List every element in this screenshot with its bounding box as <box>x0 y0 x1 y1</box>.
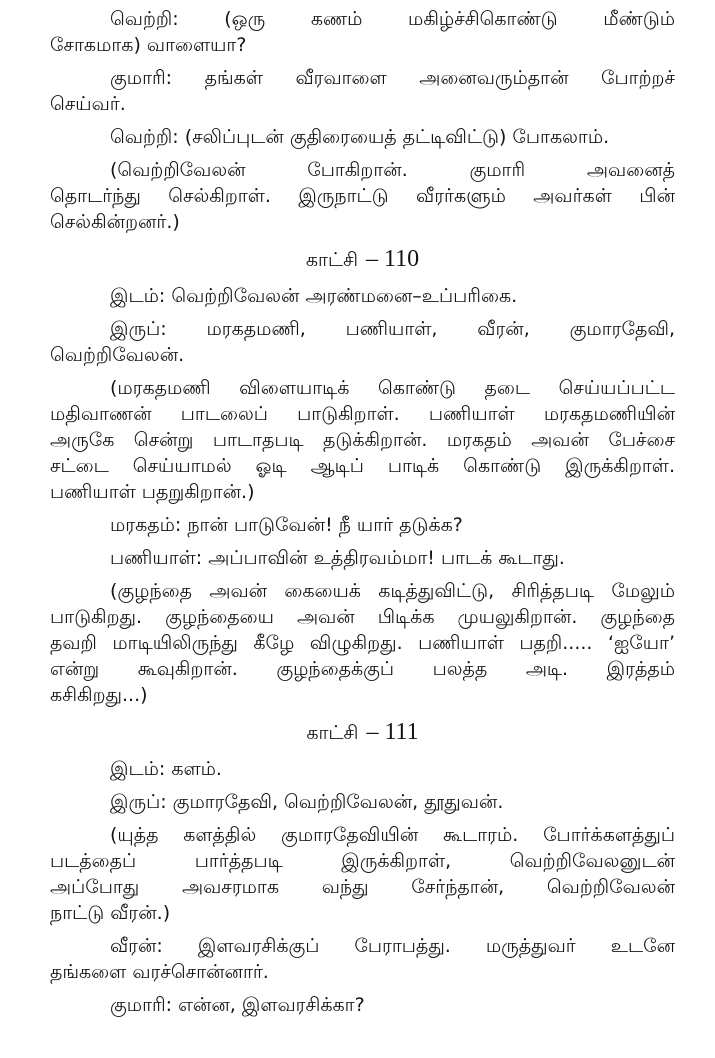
scene-heading-number: – 111 <box>366 719 419 745</box>
dialogue-marakatham <box>50 512 675 538</box>
text-line: அப்போது அவசரமாக வந்து சேர்ந்தான், வெற்றிவேலன் <box>50 876 675 898</box>
text-line: இடம்: வெற்றிவேலன் அரண்மனை–உப்பரிகை. <box>110 285 518 307</box>
text-line: தங்களை வரச்சொன்னார். <box>50 961 269 983</box>
dialogue-veeran <box>50 933 675 985</box>
text-line: குமாரி: தங்கள் வீரவாளை அனைவரும்தான் போற்றச் <box>110 67 675 89</box>
text-line: தவறி மாடியிலிருந்து கீழே விழுகிறது. பணியாள் பதறி..... ‘ஐயோ’ <box>50 632 675 654</box>
stage-direction <box>50 157 675 235</box>
scene-heading-word: காட்சி <box>306 722 359 744</box>
text-line: படத்தைப் பார்த்தபடி இருக்கிறாள், வெற்றிவேலனுடன் <box>50 850 675 872</box>
text-line: (மரகதமணி விளையாடிக் கொண்டு தடை செய்யப்பட்ட <box>110 377 675 399</box>
text-line: இருப்: மரகதமணி, பணியாள், வீரன், குமாரதேவி, <box>110 318 675 340</box>
text-line: சோகமாக) வாளையா? <box>50 34 247 56</box>
dialogue-paniyal <box>50 545 675 571</box>
text-line: வெற்றி: (ஒரு கணம் மகிழ்ச்சிகொண்டு மீண்டும் <box>110 8 675 30</box>
text-line: பாடுகிறது. குழந்தையை அவன் பிடிக்க முயலுகிறான். குழந்தை <box>50 606 675 628</box>
dialogue-vetri <box>50 124 675 150</box>
text-line: செல்கின்றனர்.) <box>50 211 180 233</box>
text-line: கசிகிறது...) <box>50 684 148 706</box>
scene-heading <box>50 242 675 276</box>
scene-heading <box>50 715 675 749</box>
scene-place <box>50 283 675 309</box>
text-line: (யுத்த களத்தில் குமாரதேவியின் கூடாரம். போர்க்களத்துப் <box>110 824 675 846</box>
text-line: இடம்: களம். <box>110 758 222 780</box>
document-page <box>50 6 675 1018</box>
dialogue-kumari <box>50 992 675 1018</box>
scene-cast <box>50 789 675 815</box>
dialogue-vetri <box>50 6 675 58</box>
scene-heading-word: காட்சி <box>305 249 358 271</box>
text-line: இருப்: குமாரதேவி, வெற்றிவேலன், தூதுவன். <box>110 791 504 813</box>
text-line: பணியாள்: அப்பாவின் உத்திரவம்மா! பாடக் கூடாது. <box>110 547 565 569</box>
dialogue-kumari <box>50 65 675 117</box>
text-line: செய்வர். <box>50 93 126 115</box>
text-line: அருகே சென்று பாடாதபடி தடுக்கிறான். மரகதம் அவன் பேச்சை <box>50 429 675 451</box>
text-line: என்று கூவுகிறான். குழந்தைக்குப் பலத்த அடி. இரத்தம் <box>50 658 675 680</box>
text-line: தொடர்ந்து செல்கிறாள். இருநாட்டு வீரர்களும் அவர்கள் பின் <box>50 185 675 207</box>
stage-direction <box>50 822 675 926</box>
text-line: பணியாள் பதறுகிறான்.) <box>50 481 255 503</box>
text-line: (குழந்தை அவன் கையைக் கடித்துவிட்டு, சிரித்தபடி மேலும் <box>110 580 675 602</box>
text-line: மரகதம்: நான் பாடுவேன்! நீ யார் தடுக்க? <box>110 514 463 536</box>
stage-direction <box>50 578 675 708</box>
stage-direction <box>50 375 675 505</box>
text-line: வீரன்: இளவரசிக்குப் பேராபத்து. மருத்துவர் உடனே <box>110 935 675 957</box>
scene-cast <box>50 316 675 368</box>
text-line: வெற்றிவேலன். <box>50 344 185 366</box>
text-line: வெற்றி: (சலிப்புடன் குதிரையைத் தட்டிவிட்டு) போகலாம். <box>110 126 610 148</box>
scene-place <box>50 756 675 782</box>
text-line: குமாரி: என்ன, இளவரசிக்கா? <box>110 994 365 1016</box>
scene-heading-number: – 110 <box>365 246 420 272</box>
text-line: மதிவாணன் பாடலைப் பாடுகிறாள். பணியாள் மரகதமணியின் <box>50 403 675 425</box>
text-line: நாட்டு வீரன்.) <box>50 902 171 924</box>
text-line: (வெற்றிவேலன் போகிறான். குமாரி அவனைத் <box>110 159 675 181</box>
text-line: சட்டை செய்யாமல் ஓடி ஆடிப் பாடிக் கொண்டு இருக்கிறாள். <box>50 455 675 477</box>
